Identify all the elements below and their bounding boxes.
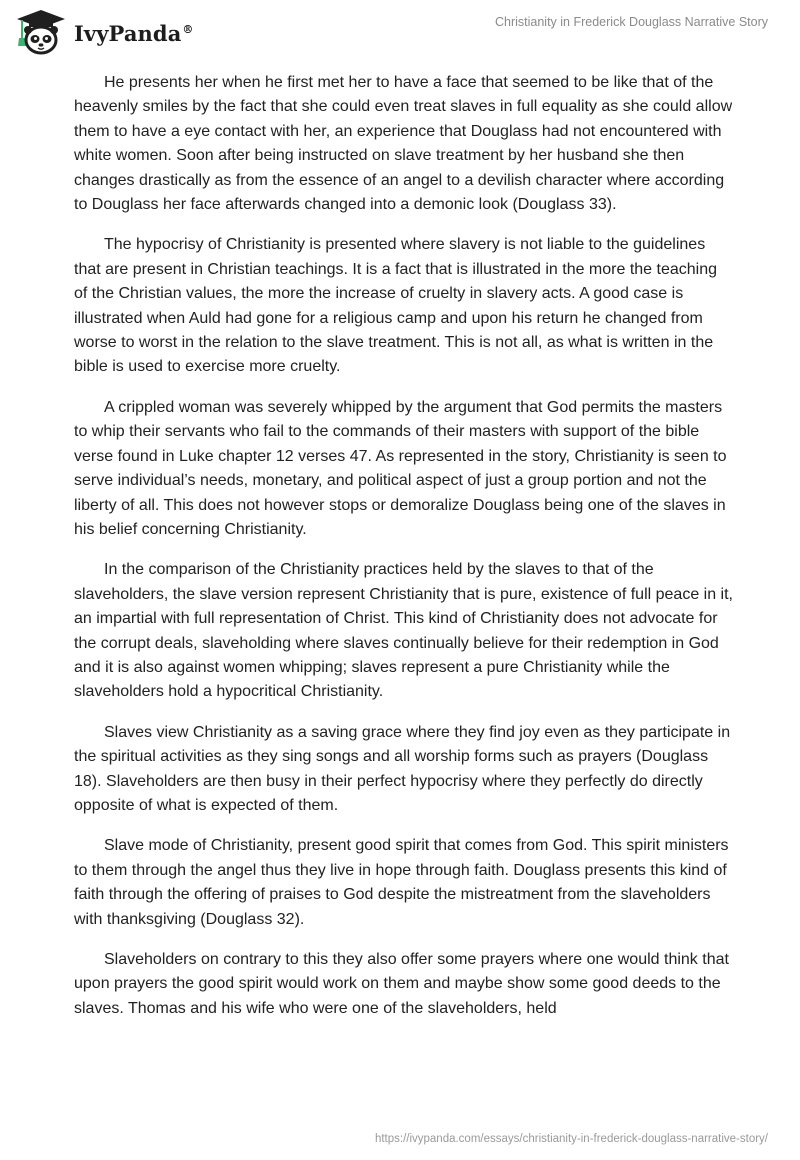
essay-body	[74, 71, 734, 1037]
paragraph-3: A crippled woman was severely whipped by the argument that God permits the masters to whip their servants who fail to the commands of their masters with support of the bible verse found in Luke chapter 12 verses 47. As represented in the story, Christianity is seen to serve individual’s needs, monetary, and political aspect of just a group portion and not the liberty of all. This does not however stops or demoralize Douglass being one of the slaves in his belief concerning Christianity.	[74, 398, 727, 538]
page-header	[0, 0, 800, 62]
paragraph-5: Slaves view Christianity as a saving grace where they find joy even as they participate in the spiritual activities as they sing songs and all worship forms such as prayers (Douglass 18). Slaveholders are then busy in their perfect hypocrisy where they perfectly do directly opposite of what is expected of them.	[74, 723, 731, 814]
paragraph-7: Slaveholders on contrary to this they also offer some prayers where one would think that upon prayers the good spirit would work on them and maybe show some good deeds to the slaves. Thomas and his wife who were one of the slaveholders, held	[74, 951, 729, 1017]
registered-mark: ®	[182, 22, 194, 36]
brand-name: IvyPanda®	[74, 20, 194, 46]
paragraph-6: Slave mode of Christianity, present good spirit that comes from God. This spirit ministers to them through the angel thus they live in hope through faith. Douglass presents this kind of faith through the offering of praises to God despite the mistreatment from the slaveholders with thanksgiving (Douglass 32).	[74, 837, 729, 928]
paragraph-2: The hypocrisy of Christianity is presented where slavery is not liable to the guidelines that are present in Christian teachings. It is a fact that is illustrated in the more the teaching of the Christian values, the more the increase of cruelty in slavery acts. A good case is illustrated when Auld had gone for a religious camp and upon his return he changed from worse to worst in the relation to the slave treatment. This is not all, as what is written in the bible is used to exercise more cruelty.	[74, 236, 718, 376]
paragraph-1: He presents her when he first met her to have a face that seemed to be like that of the heavenly smiles by the fact that she could even treat slaves in full equality as she could allow them to have a eye contact with her, an experience that Douglass had not encountered with white women. Soon after being instructed on slave treatment by her husband she then changes drastically as from the essence of an angel to a devilish character where according to Douglass her face afterwards changed into a demonic look (Douglass 33).	[74, 74, 733, 214]
paragraph-4: In the comparison of the Christianity practices held by the slaves to that of the slaveholders, the slave version represent Christianity that is pure, existence of full peace in it, an impartial with full representation of Christ. This kind of Christianity does not advocate for the corrupt deals, slaveholding where slaves continually believe for their redemption in God and it is also against women whipping; slaves represent a pure Christianity while the slaveholders hold a hypocritical Christianity.	[74, 561, 733, 701]
panda-graduation-cap-logo-icon	[14, 8, 68, 56]
document-title: Christianity in Frederick Douglass Narrative Story	[494, 15, 768, 29]
source-url[interactable]: https://ivypanda.com/essays/christianity-in-frederick-douglass-narrative-story/	[374, 1133, 768, 1145]
brand-logo[interactable]	[14, 8, 194, 56]
